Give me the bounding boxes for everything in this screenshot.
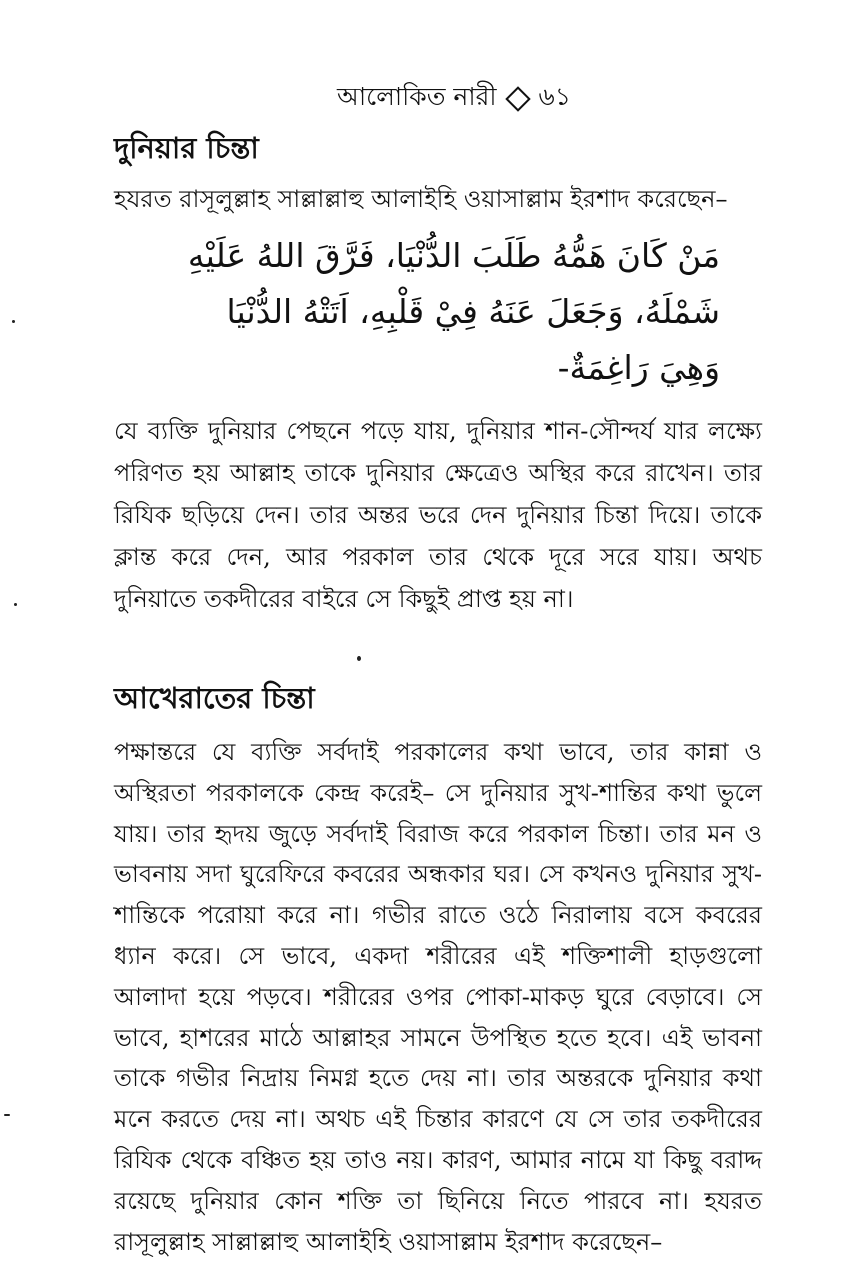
diamond-separator-icon xyxy=(505,86,530,111)
scan-speck xyxy=(12,320,15,323)
page-number: ৬১ xyxy=(538,82,571,111)
scan-speck xyxy=(14,603,17,606)
section-heading-world-worry: দুনিয়ার চিন্তা xyxy=(114,131,259,165)
section2-paragraph: পক্ষান্তরে যে ব্যক্তি সর্বদাই পরকালের কথা ভাবে, তার কান্না ও অস্থিরতা পরকালকে কেন্দ্র করেই– সে দুনিয়ার সুখ-শান্তির কথা ভুলে যায়। তার হৃদয় জুড়ে সর্বদাই বিরাজ করে পরকাল চিন্তা। তার মন ও ভাবনায় সদা ঘুরেফিরে কবরের অন্ধকার ঘর। সে কখনও দুনিয়ার সুখ-শান্তিকে পরোয়া করে না। গভীর রাতে ওঠে নিরালায় বসে কবরের ধ্যান করে। সে ভাবে, একদা শরীরের এই শক্তিশালী হাড়গুলো আলাদা হয়ে পড়বে। শরীরের ওপর পোকা-মাকড় ঘুরে বেড়াবে। সে ভাবে, হাশরের মাঠে আল্লাহর সামনে উপস্থিত হতে হবে। এই ভাবনা তাকে গভীর নিদ্রায় নিমগ্ন হতে দেয় না। তার অন্তরকে দুনিয়ার কথা মনে করতে দেয় না। অথচ এই চিন্তার কারণে যে সে তার তকদীরের রিযিক থেকে বঞ্চিত হয় তাও নয়। কারণ, আমার নামে যা কিছু বরাদ্দ রয়েছে দুনিয়ার কোন শক্তি তা ছিনিয়ে নিতে পারবে না। হযরত রাসূলুল্লাহ সাল্লাল্লাহু আলাইহি ওয়াসাল্লাম ইরশাদ করেছেন– xyxy=(114,738,762,1256)
hadith-intro-line: হযরত রাসূলুল্লাহ সাল্লাল্লাহু আলাইহি ওয়াসাল্লাম ইরশাদ করেছেন– xyxy=(114,185,728,213)
scan-speck xyxy=(357,656,361,661)
section1-paragraph: যে ব্যক্তি দুনিয়ার পেছনে পড়ে যায়, দুনিয়ার শান-সৌন্দর্য যার লক্ষ্যে পরিণত হয় আল্লাহ তাকে দুনিয়ার ক্ষেত্রেও অস্থির করে রাখেন। তার রিযিক ছড়িয়ে দেন। তার অন্তর ভরে দেন দুনিয়ার চিন্তা দিয়ে। তাকে ক্লান্ত করে দেন, আর পরকাল তার থেকে দূরে সরে যায়। অথচ দুনিয়াতে তকদীরের বাইরে সে কিছুই প্রাপ্ত হয় না। xyxy=(114,417,762,613)
section-heading-hereafter-worry: আখেরাতের চিন্তা xyxy=(114,681,315,715)
running-head xyxy=(0,80,868,114)
arabic-hadith-text: مَنْ كَانَ هَمُّهُ طَلَبَ الدُّنْيَا، فَرَّقَ اللهُ عَلَيْهِ شَمْلَهُ، وَجَعَلَ عَنَهُ فِيْ قَلْبِهِ، اَتَتْهُ الدُّنْيَا وَهِيَ رَاغِمَةٌ- xyxy=(187,236,720,387)
book-title: আলোকিত নারী xyxy=(337,82,497,111)
scan-speck xyxy=(4,1114,10,1116)
